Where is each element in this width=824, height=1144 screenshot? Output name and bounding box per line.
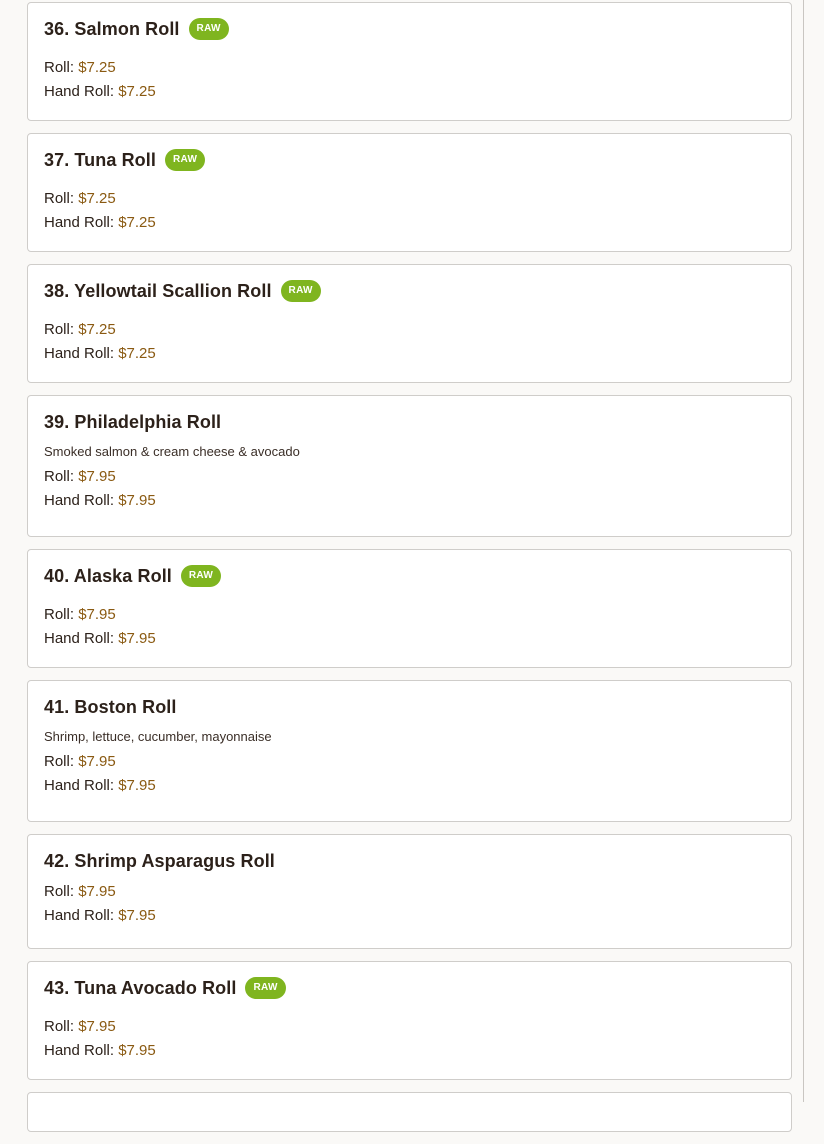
menu-item-header	[44, 565, 775, 587]
roll-price-amount: $7.95	[78, 753, 116, 770]
roll-price-label: Roll:	[44, 883, 79, 900]
roll-price-amount: $7.25	[78, 321, 116, 338]
roll-price-line	[44, 318, 775, 342]
menu-item-title: 39. Philadelphia Roll	[44, 411, 222, 432]
price-list	[44, 56, 775, 104]
hand-roll-price-label: Hand Roll:	[44, 907, 119, 924]
menu-item-header	[44, 977, 775, 999]
menu-item-card[interactable]	[27, 2, 792, 121]
roll-price-amount: $7.25	[78, 59, 116, 76]
menu-item-title: 40. Alaska Roll	[44, 565, 172, 586]
hand-roll-price-label: Hand Roll:	[44, 214, 119, 231]
price-list	[44, 1015, 775, 1063]
menu-item-header	[44, 149, 775, 171]
raw-badge: RAW	[181, 565, 221, 587]
roll-price-amount: $7.95	[78, 883, 116, 900]
hand-roll-price-amount: $7.95	[118, 630, 156, 647]
menu-item-card[interactable]	[27, 133, 792, 252]
menu-item-title: 37. Tuna Roll	[44, 149, 156, 170]
menu-item-title: 36. Salmon Roll	[44, 18, 180, 39]
hand-roll-price-line	[44, 904, 775, 928]
hand-roll-price-line	[44, 342, 775, 366]
hand-roll-price-label: Hand Roll:	[44, 345, 119, 362]
roll-price-amount: $7.95	[78, 1018, 116, 1035]
roll-price-line	[44, 880, 775, 904]
roll-price-line	[44, 750, 775, 774]
hand-roll-price-label: Hand Roll:	[44, 83, 119, 100]
raw-badge: RAW	[165, 149, 205, 171]
hand-roll-price-amount: $7.95	[118, 1042, 156, 1059]
roll-price-line	[44, 1015, 775, 1039]
price-list	[44, 880, 775, 928]
menu-item-header	[44, 18, 775, 40]
hand-roll-price-label: Hand Roll:	[44, 492, 119, 509]
hand-roll-price-amount: $7.25	[118, 214, 156, 231]
raw-badge: RAW	[189, 18, 229, 40]
menu-item-card[interactable]	[27, 549, 792, 668]
menu-item-card[interactable]	[27, 264, 792, 383]
hand-roll-price-amount: $7.95	[118, 777, 156, 794]
menu-item-list	[27, 2, 792, 1144]
raw-badge: RAW	[281, 280, 321, 302]
roll-price-line	[44, 465, 775, 489]
menu-item-card[interactable]	[27, 395, 792, 537]
menu-item-header	[44, 696, 775, 718]
hand-roll-price-line	[44, 627, 775, 651]
price-list	[44, 603, 775, 651]
price-list	[44, 465, 775, 513]
hand-roll-price-line	[44, 211, 775, 235]
hand-roll-price-label: Hand Roll:	[44, 777, 119, 794]
hand-roll-price-line	[44, 774, 775, 798]
price-list	[44, 187, 775, 235]
hand-roll-price-line	[44, 489, 775, 513]
hand-roll-price-label: Hand Roll:	[44, 1042, 119, 1059]
roll-price-line	[44, 56, 775, 80]
roll-price-label: Roll:	[44, 59, 79, 76]
menu-item-header	[44, 850, 775, 872]
hand-roll-price-amount: $7.25	[118, 345, 156, 362]
page-right-border	[803, 0, 804, 1102]
menu-item-title: 41. Boston Roll	[44, 696, 177, 717]
menu-item-header	[44, 280, 775, 302]
menu-item-card[interactable]	[27, 834, 792, 949]
menu-item-description: Shrimp, lettuce, cucumber, mayonnaise	[44, 729, 272, 744]
roll-price-label: Roll:	[44, 321, 79, 338]
roll-price-amount: $7.25	[78, 190, 116, 207]
roll-price-label: Roll:	[44, 753, 79, 770]
hand-roll-price-amount: $7.95	[118, 492, 156, 509]
price-list	[44, 318, 775, 366]
roll-price-label: Roll:	[44, 1018, 79, 1035]
menu-item-header	[44, 411, 775, 433]
price-list	[44, 750, 775, 798]
roll-price-label: Roll:	[44, 190, 79, 207]
hand-roll-price-amount: $7.95	[118, 907, 156, 924]
hand-roll-price-label: Hand Roll:	[44, 630, 119, 647]
roll-price-line	[44, 603, 775, 627]
menu-item-card[interactable]	[27, 961, 792, 1080]
hand-roll-price-line	[44, 80, 775, 104]
roll-price-label: Roll:	[44, 468, 79, 485]
menu-item-description: Smoked salmon & cream cheese & avocado	[44, 444, 300, 459]
roll-price-amount: $7.95	[78, 606, 116, 623]
hand-roll-price-line	[44, 1039, 775, 1063]
menu-item-card-partial[interactable]	[27, 1092, 792, 1132]
menu-item-title: 43. Tuna Avocado Roll	[44, 977, 237, 998]
menu-item-title: 38. Yellowtail Scallion Roll	[44, 280, 272, 301]
menu-item-card[interactable]	[27, 680, 792, 822]
roll-price-amount: $7.95	[78, 468, 116, 485]
hand-roll-price-amount: $7.25	[118, 83, 156, 100]
roll-price-label: Roll:	[44, 606, 79, 623]
menu-item-title: 42. Shrimp Asparagus Roll	[44, 850, 275, 871]
raw-badge: RAW	[245, 977, 285, 999]
roll-price-line	[44, 187, 775, 211]
